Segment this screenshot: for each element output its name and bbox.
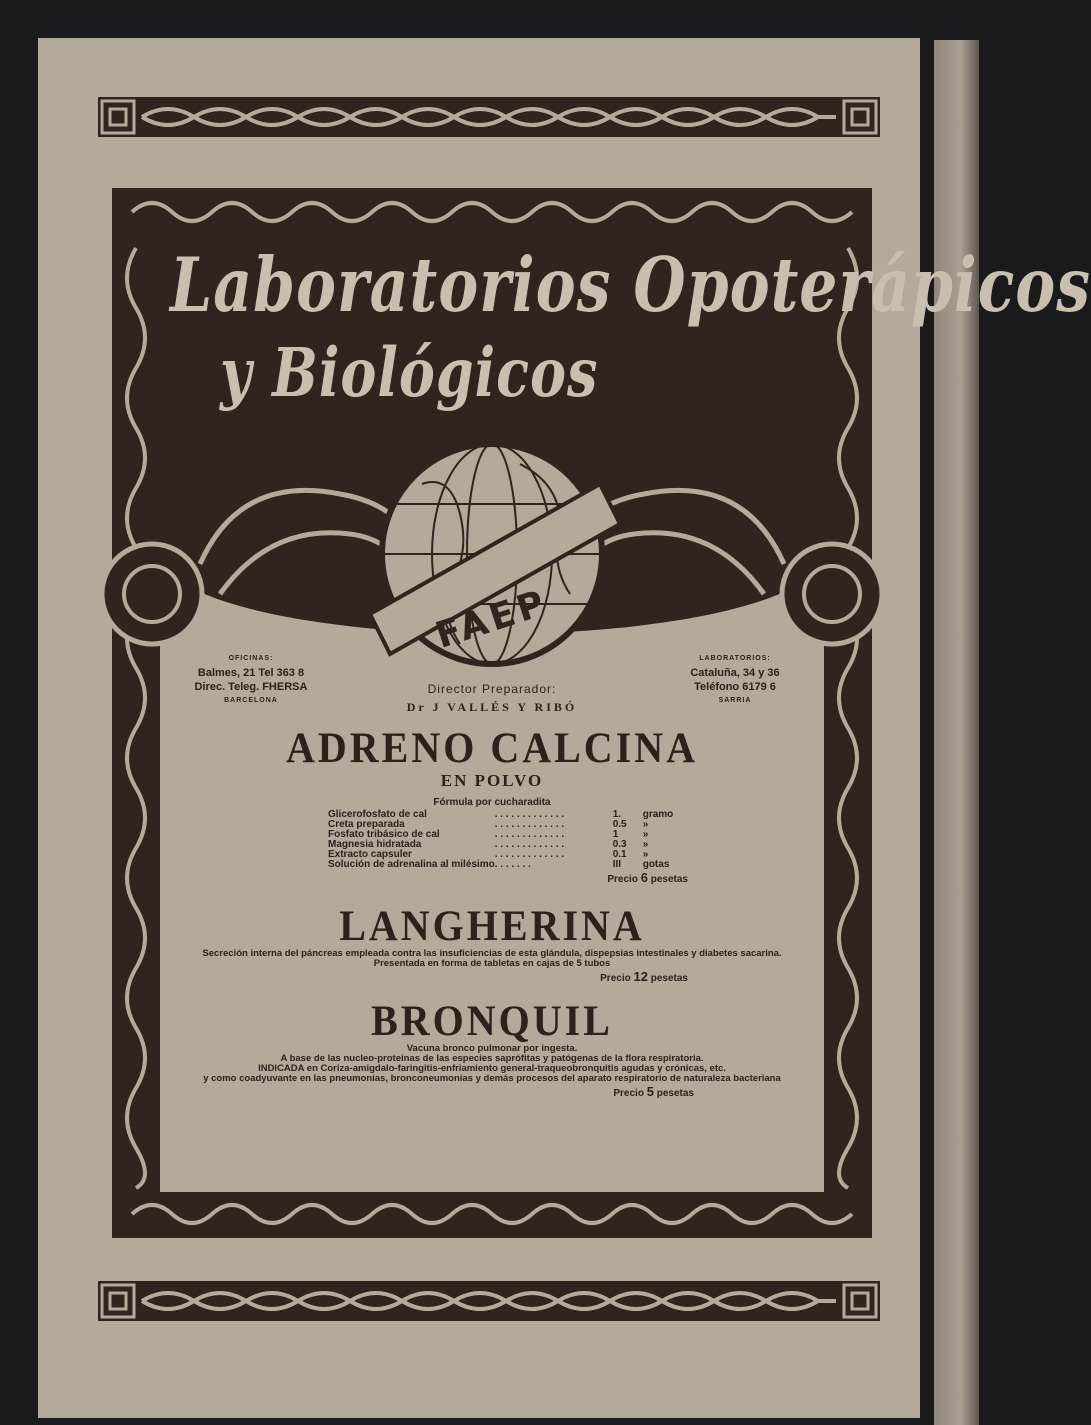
bronquil-description-line: A base de las nucleo-proteinas de las especies saprófitas y patógenas de la flora respiratoria.	[280, 1053, 704, 1064]
offices-telegraph: Direc. Teleg. FHERSA	[194, 681, 308, 693]
formula-table	[328, 810, 673, 870]
product-name-adreno-calcina: ADRENO CALCINA	[285, 723, 699, 772]
formula-qty: 1	[612, 829, 619, 840]
price-bronquil	[160, 1084, 824, 1099]
price-langherina	[160, 969, 824, 984]
formula-ingredient: Fosfato tribásico de cal	[328, 829, 440, 840]
brand-logo-text: FAEP	[430, 582, 554, 657]
price-unit: pesetas	[656, 1088, 694, 1099]
formula-row	[328, 860, 673, 870]
price-value: 12	[633, 969, 648, 984]
price-label: Precio	[600, 973, 631, 984]
advertisement-content	[160, 682, 824, 1099]
price-unit: pesetas	[650, 874, 688, 885]
price-value: 5	[646, 1084, 654, 1099]
company-title-line2: y Biológicos	[220, 332, 599, 412]
director-name: Dr J VALLÉS Y RIBÓ	[406, 700, 578, 714]
formula-ingredient: Creta preparada	[328, 819, 405, 830]
director-label: Director Preparador:	[427, 682, 557, 696]
langherina-description: Secreción interna del páncreas empleada contra las insuficiencias de esta glándula, dispepsias intestinales y diabetes sacarina.	[202, 948, 782, 959]
langherina-presentation: Presentada en forma de tabletas en cajas de 5 tubos	[373, 958, 611, 969]
laboratories-heading: LABORATORIOS:	[699, 655, 771, 662]
product-subtitle: EN POLVO	[440, 771, 544, 790]
bronquil-description-line: INDICADA en Coriza-amigdalo-faringitis-enfriamiento general-traqueobronquitis agudas y crónicas, etc.	[258, 1063, 726, 1074]
bronquil-description-line: y como coadyuvante en las pneumonías, bronconeumonías y demás procesos del aparato respiratorio de naturaleza bacteriana	[203, 1073, 781, 1084]
formula-qty: 0.1	[612, 849, 627, 860]
formula-ingredient: Magnesia hidratada	[328, 839, 422, 850]
top-ornament-band	[98, 97, 880, 137]
bottom-ornament-band	[98, 1281, 880, 1321]
offices-address: Balmes, 21 Tel 363 8	[197, 667, 305, 679]
company-title-line1: Laboratorios Opoterápicos	[170, 242, 1091, 330]
advertisement-panel	[160, 234, 1091, 1192]
price-value: 6	[640, 870, 648, 885]
advertisement-frame	[112, 188, 1091, 1238]
product-name-langherina: LANGHERINA	[339, 901, 645, 950]
formula-qty: 0.5	[612, 819, 627, 830]
formula-qty: 1.	[612, 809, 622, 820]
formula-leader: . . . . . . . . . . . . .	[494, 829, 565, 840]
price-unit: pesetas	[650, 973, 688, 984]
formula-unit: »	[642, 849, 649, 860]
formula-ingredient: Solución de adrenalina al milésimo	[328, 859, 495, 870]
price-adreno-calcina	[160, 870, 824, 885]
formula-leader: . . . . . . . . . . . . .	[494, 839, 565, 850]
formula-unit: gotas	[642, 859, 670, 870]
laboratories-address: Cataluña, 34 y 36	[690, 667, 780, 679]
product-name-bronquil: BRONQUIL	[371, 996, 613, 1045]
formula-ingredient: Glicerofosfato de cal	[328, 809, 427, 820]
offices-city: BARCELONA	[224, 697, 278, 704]
formula-leader: . . . . . . . . . . . . .	[494, 819, 565, 830]
offices-heading: OFICINAS:	[228, 655, 274, 662]
price-label: Precio	[607, 874, 638, 885]
bronquil-description-line: Vacuna bronco pulmonar por ingesta.	[406, 1043, 578, 1054]
formula-qty: III	[612, 859, 622, 870]
formula-heading: Fórmula por cucharadita	[433, 797, 551, 808]
formula-leader: . . . . . . . . . . . . .	[494, 809, 565, 820]
formula-unit: »	[642, 819, 649, 830]
laboratories-phone: Teléfono 6179 6	[694, 681, 776, 693]
formula-unit: »	[642, 839, 649, 850]
formula-ingredient: Extracto capsuler	[328, 849, 412, 860]
formula-unit: gramo	[642, 809, 674, 820]
price-label: Precio	[613, 1088, 644, 1099]
formula-leader: . . . . . . . . . . . . .	[494, 849, 565, 860]
formula-qty: 0.3	[612, 839, 627, 850]
laboratories-district: SARRIA	[718, 697, 752, 704]
formula-unit: »	[642, 829, 649, 840]
formula-leader: . . . . . . .	[494, 859, 531, 870]
